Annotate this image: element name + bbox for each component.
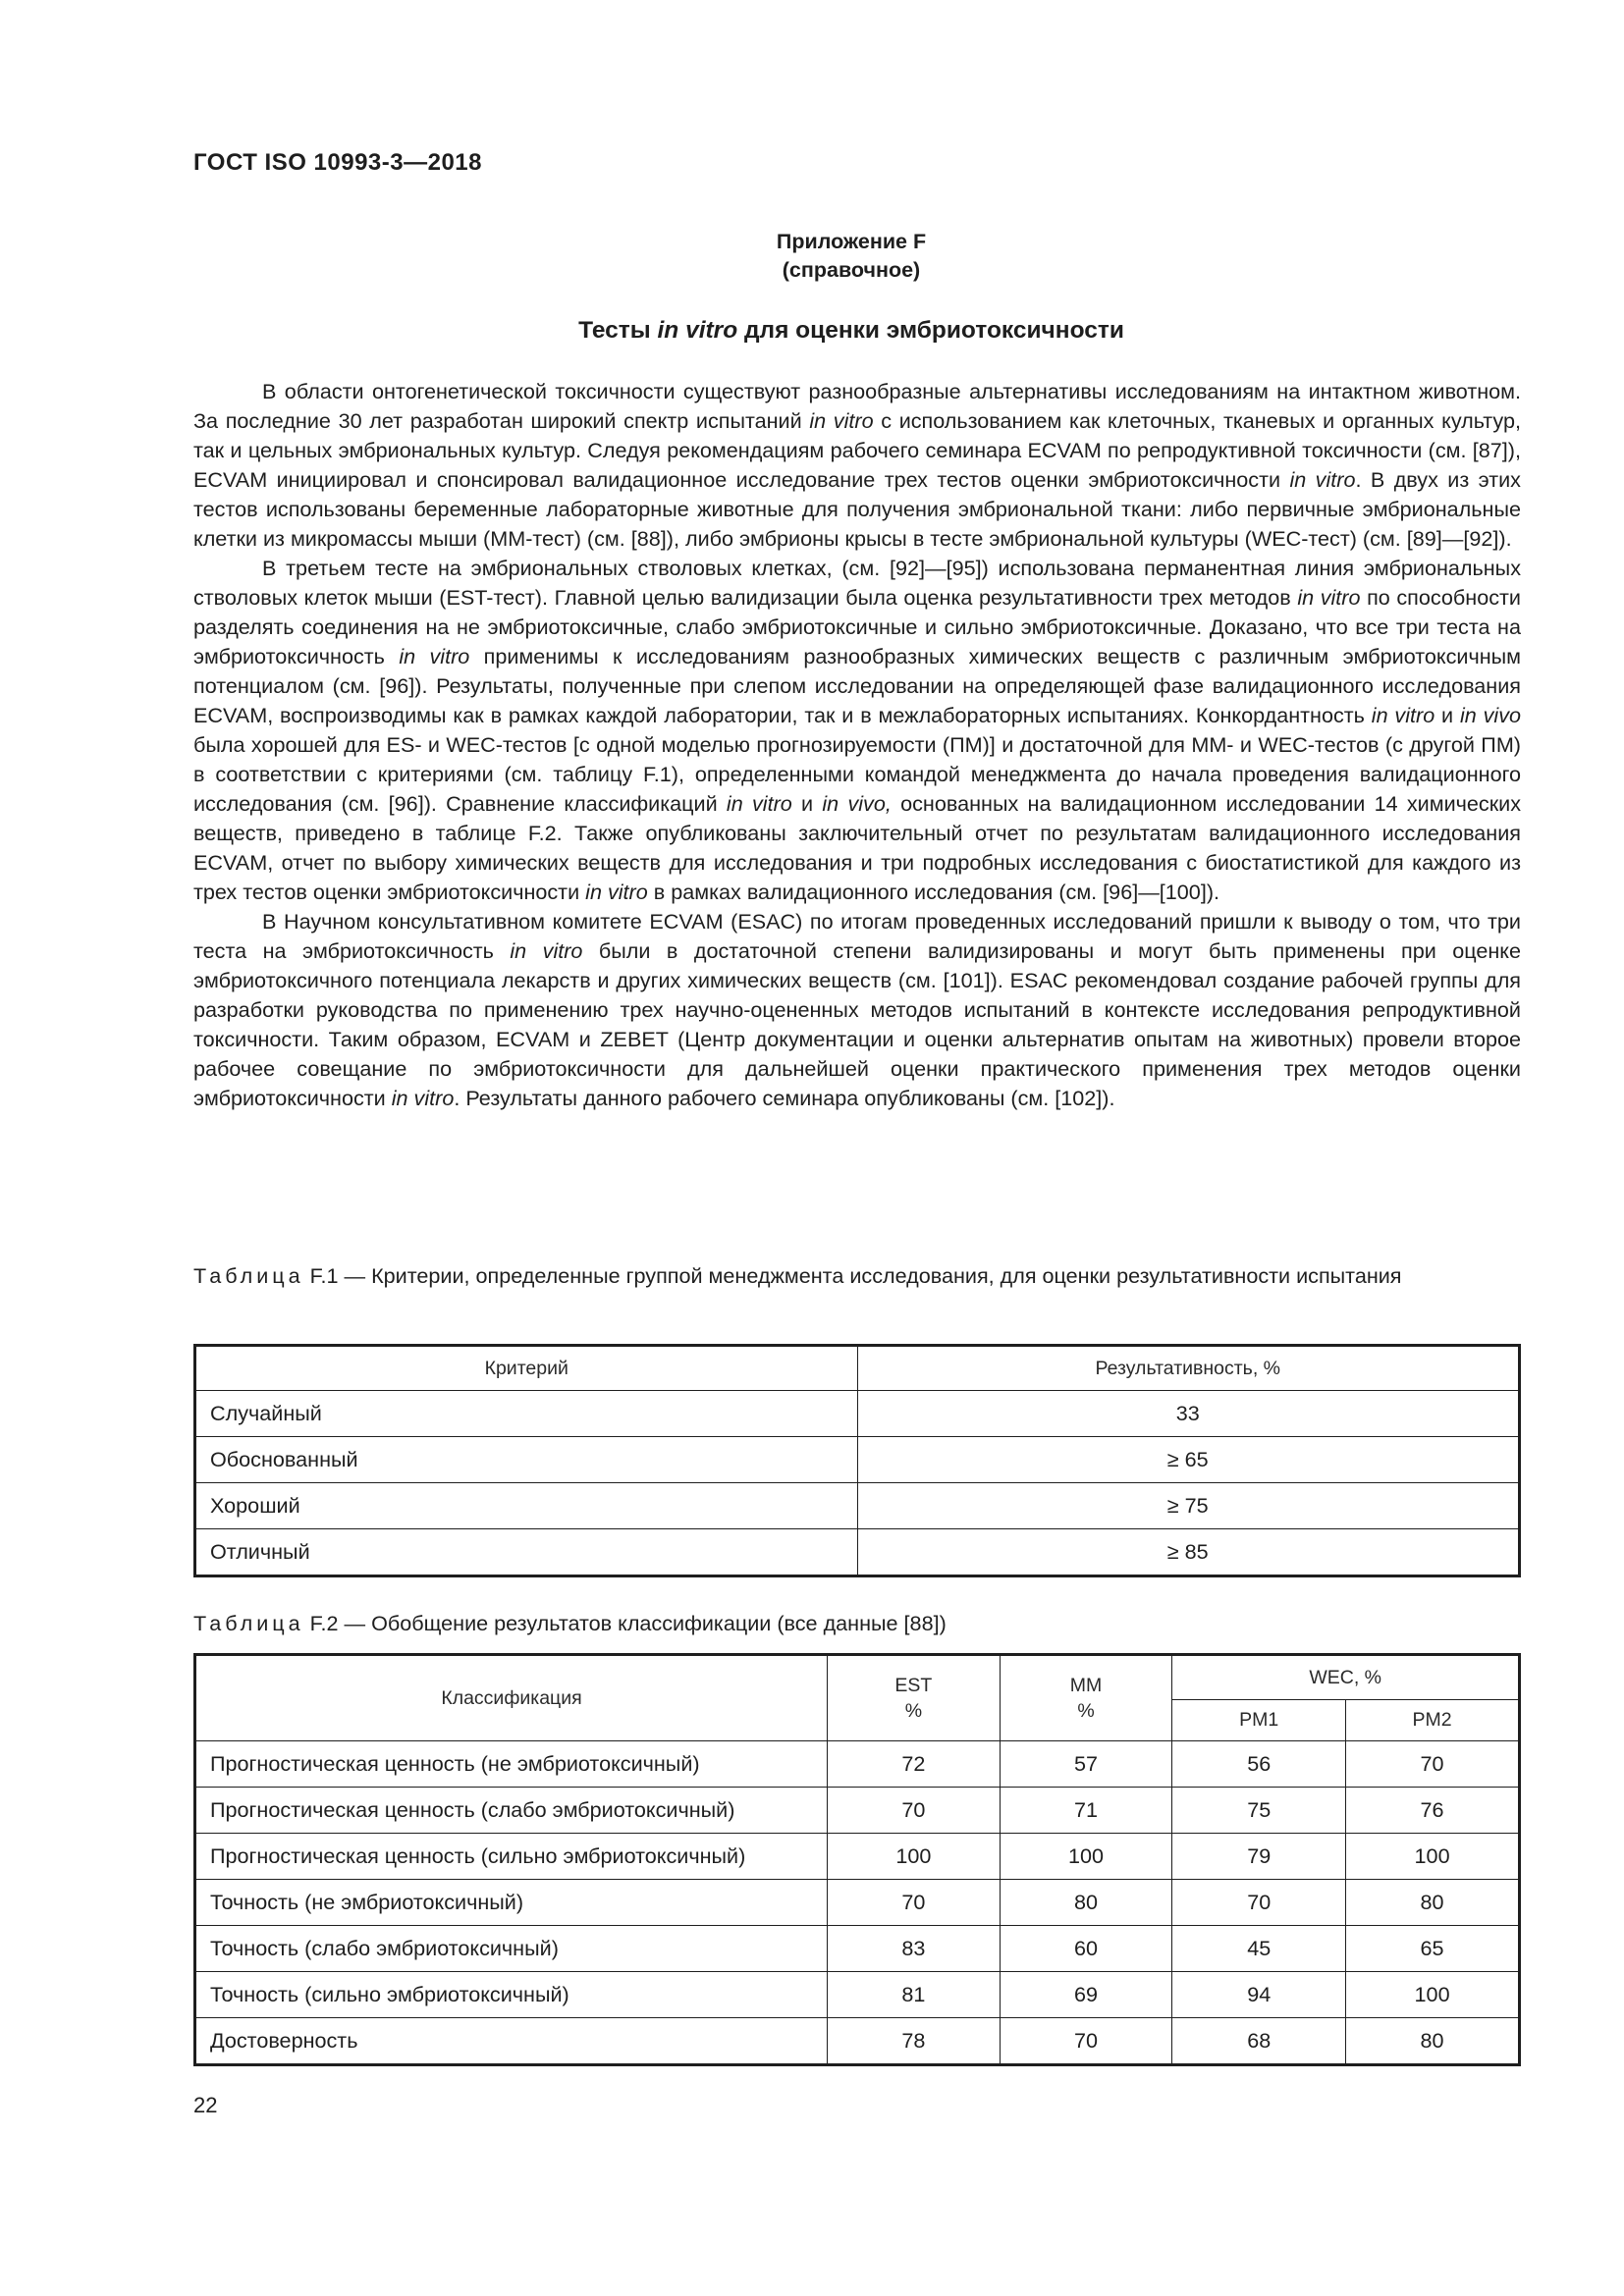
table2-pm2: 80 xyxy=(1346,2018,1520,2065)
table2-est: 70 xyxy=(828,1788,1001,1834)
title-post: для оценки эмбриотоксичности xyxy=(737,317,1124,344)
table2-caption-text: F.2 — Обобщение результатов классификации (все данные [88]) xyxy=(303,1611,947,1635)
table2-est: 78 xyxy=(828,2018,1001,2065)
table-row xyxy=(195,1437,1520,1483)
table-row xyxy=(195,1834,1520,1880)
table2-pm2: 70 xyxy=(1346,1741,1520,1788)
table2-pm2: 76 xyxy=(1346,1788,1520,1834)
table2-classification: Достоверность xyxy=(195,2018,828,2065)
text-run: основанных на валидационном исследовании 14 химических веществ, приведено в таблице F.2. Также опубликованы заключительный отчет по результатам валидационного исследования ECVAM, отчет по выбору химических веществ для исследования и три подробных исследования с биостатистикой для каждого из трех тестов оценки эмбриотоксичности xyxy=(193,791,1522,904)
table2-header-est xyxy=(828,1655,1001,1741)
table-row xyxy=(195,1926,1520,1972)
table2-classification: Прогностическая ценность (сильно эмбриотоксичный) xyxy=(195,1834,828,1880)
italic-term: in vitro xyxy=(1371,703,1435,727)
table2-label: Таблица xyxy=(193,1611,304,1635)
paragraph xyxy=(193,554,1521,907)
italic-term: in vitro xyxy=(585,880,648,904)
table2-est: 83 xyxy=(828,1926,1001,1972)
title-pre: Тесты xyxy=(578,317,658,344)
table2-est: 81 xyxy=(828,1972,1001,2018)
document-code: ГОСТ ISO 10993-3—2018 xyxy=(193,149,482,176)
italic-term: in vitro xyxy=(726,791,792,816)
table-row xyxy=(195,1788,1520,1834)
table1-criterion: Хороший xyxy=(195,1483,858,1529)
table1-criterion: Случайный xyxy=(195,1391,858,1437)
table2-mm: 80 xyxy=(1000,1880,1172,1926)
paragraph xyxy=(193,907,1521,1113)
italic-term: in vitro xyxy=(1297,585,1361,610)
table1-header-performance: Результативность, % xyxy=(857,1346,1520,1391)
table1-value: ≥ 75 xyxy=(857,1483,1520,1529)
italic-term: in vitro xyxy=(809,408,874,433)
table-row xyxy=(195,1880,1520,1926)
italic-term: in vivo, xyxy=(822,791,892,816)
text-run: применимы к исследованиям разнообразных химических веществ с различным эмбриотоксичным потенциалом (см. [96]). Результаты, полученные при слепом исследовании на определяющей фазе валидационного исследования ECVAM, воспроизводимы как в рамках каждой лаборатории, так и в межлабораторных испытаниях. Конкордантность xyxy=(193,644,1521,727)
page-number: 22 xyxy=(193,2093,218,2117)
table2-pm1: 70 xyxy=(1172,1880,1346,1926)
table2-mm: 57 xyxy=(1000,1741,1172,1788)
annex-heading xyxy=(0,228,1624,285)
text-run: по способности разделять соединения на не эмбриотоксичные, слабо эмбриотоксичные и сильно эмбриотоксичные. Доказано, что все три теста на эмбриотоксичность xyxy=(193,585,1521,668)
table2-mm: 69 xyxy=(1000,1972,1172,2018)
table2-pm1: 75 xyxy=(1172,1788,1346,1834)
table2-pm2: 100 xyxy=(1346,1834,1520,1880)
text-run: в рамках валидационного исследования (см. [96]—[100]). xyxy=(647,880,1220,904)
text-run: была хорошей для ES- и WEC-тестов [с одной моделью прогнозируемости (ПМ)] и достаточной для ММ- и WEC-тестов (с другой ПМ) в соответствии с критериями (см. таблицу F.1), определенными командой менеджмента до начала проведения валидационного исследования (см. [96]). Сравнение классификаций xyxy=(193,732,1521,816)
text-run: В третьем тесте на эмбриональных стволовых клетках, (см. [92]—[95]) использована перманентная линия эмбриональных стволовых клеток мыши (EST-тест). Главной целью валидизации была оценка результативности трех методов xyxy=(193,556,1521,610)
table1-value: ≥ 85 xyxy=(857,1529,1520,1576)
italic-term: in vitro xyxy=(510,938,583,963)
section-title xyxy=(0,317,1624,345)
table2-pm1: 79 xyxy=(1172,1834,1346,1880)
table-row xyxy=(195,1483,1520,1529)
text-run: и xyxy=(1435,703,1460,727)
table2-header-wec: WEC, % xyxy=(1172,1655,1520,1700)
table2-est: 70 xyxy=(828,1880,1001,1926)
text-run: и xyxy=(791,791,823,816)
table2-est: 72 xyxy=(828,1741,1001,1788)
table2-pm1: 56 xyxy=(1172,1741,1346,1788)
table1-criterion: Отличный xyxy=(195,1529,858,1576)
table2-classification: Точность (не эмбриотоксичный) xyxy=(195,1880,828,1926)
annex-title: Приложение F xyxy=(776,230,927,253)
criteria-table xyxy=(193,1344,1521,1577)
table2-pm1: 68 xyxy=(1172,2018,1346,2065)
table1-caption xyxy=(193,1261,1521,1291)
table1-value: ≥ 65 xyxy=(857,1437,1520,1483)
table2-header-classification: Классификация xyxy=(195,1655,828,1741)
table2-pm2: 65 xyxy=(1346,1926,1520,1972)
table2-est: 100 xyxy=(828,1834,1001,1880)
text-run: . Результаты данного рабочего семинара опубликованы (см. [102]). xyxy=(454,1086,1115,1110)
italic-term: in vitro xyxy=(1289,467,1356,492)
table2-caption xyxy=(193,1609,1521,1638)
italic-term: in vitro xyxy=(391,1086,455,1110)
table2-classification: Точность (сильно эмбриотоксичный) xyxy=(195,1972,828,2018)
table-row xyxy=(195,2018,1520,2065)
table2-header-est-unit: % xyxy=(904,1700,923,1722)
table2-mm: 70 xyxy=(1000,2018,1172,2065)
table2-header-mm-label: MM xyxy=(1069,1675,1103,1696)
italic-term: in vitro xyxy=(399,644,470,668)
title-italic: in vitro xyxy=(657,317,738,344)
classification-table xyxy=(193,1653,1521,2066)
table1-criterion: Обоснованный xyxy=(195,1437,858,1483)
table1-caption-text: F.1 — Критерии, определенные группой менеджмента исследования, для оценки результативности испытания xyxy=(303,1263,1402,1288)
table2-pm1: 45 xyxy=(1172,1926,1346,1972)
table2-mm: 60 xyxy=(1000,1926,1172,1972)
annex-kind: (справочное) xyxy=(782,258,921,282)
table2-header-pm2: PM2 xyxy=(1346,1700,1520,1741)
table2-pm2: 100 xyxy=(1346,1972,1520,2018)
table2-mm: 100 xyxy=(1000,1834,1172,1880)
paragraph xyxy=(193,377,1521,554)
table-row xyxy=(195,1972,1520,2018)
table-row xyxy=(195,1741,1520,1788)
table2-header-mm-unit: % xyxy=(1077,1700,1095,1722)
table2-pm2: 80 xyxy=(1346,1880,1520,1926)
table2-pm1: 94 xyxy=(1172,1972,1346,2018)
italic-term: in vivo xyxy=(1459,703,1522,727)
table2-classification: Прогностическая ценность (не эмбриотоксичный) xyxy=(195,1741,828,1788)
table-row xyxy=(195,1391,1520,1437)
table2-classification: Точность (слабо эмбриотоксичный) xyxy=(195,1926,828,1972)
table2-classification: Прогностическая ценность (слабо эмбриотоксичный) xyxy=(195,1788,828,1834)
table2-header-est-label: EST xyxy=(894,1675,933,1696)
text-run: с использованием как клеточных, тканевых и органных культур, так и цельных эмбриональных культур. Следуя рекомендациям рабочего семинара ECVAM по репродуктивной токсичности (см. [87]), ECVAM инициировал и спонсировал валидационное исследование трех тестов оценки эмбриотоксичности xyxy=(193,408,1521,492)
table1-value: 33 xyxy=(857,1391,1520,1437)
table2-mm: 71 xyxy=(1000,1788,1172,1834)
text-run: В Научном консультативном комитете ECVAM (ESAC) по итогам проведенных исследований пришли к выводу о том, что три теста на эмбриотоксичность xyxy=(193,909,1521,963)
table2-header-mm xyxy=(1000,1655,1172,1741)
body-text xyxy=(193,377,1521,1113)
table2-header-pm1: PM1 xyxy=(1172,1700,1346,1741)
table-row xyxy=(195,1529,1520,1576)
text-run: . В двух из этих тестов использованы беременные лабораторные животные для получения эмбриональной ткани: либо первичные эмбриональные клетки из микромассы мыши (ММ-тест) (см. [88]), либо эмбрионы крысы в тесте эмбриональной культуры (WEC-тест) (см. [89]—[92]). xyxy=(193,467,1521,551)
table1-label: Таблица xyxy=(193,1263,304,1288)
text-run: В области онтогенетической токсичности существуют разнообразные альтернативы исследованиям на интактном животном. За последние 30 лет разработан широкий спектр испытаний xyxy=(193,379,1521,433)
text-run: были в достаточной степени валидизированы и могут быть применены при оценке эмбриотоксичного потенциала лекарств и других химических веществ (см. [101]). ESAC рекомендовал создание рабочей группы для разработки руководства по применению трех научно-оцененных методов испытаний в контексте исследования репродуктивной токсичности. Таким образом, ECVAM и ZEBET (Центр документации и оценки альтернатив опытам на животных) провели второе рабочее совещание по эмбриотоксичности для дальнейшей оценки практического применения трех методов оценки эмбриотоксичности xyxy=(193,938,1522,1110)
table1-header-criterion: Критерий xyxy=(195,1346,858,1391)
